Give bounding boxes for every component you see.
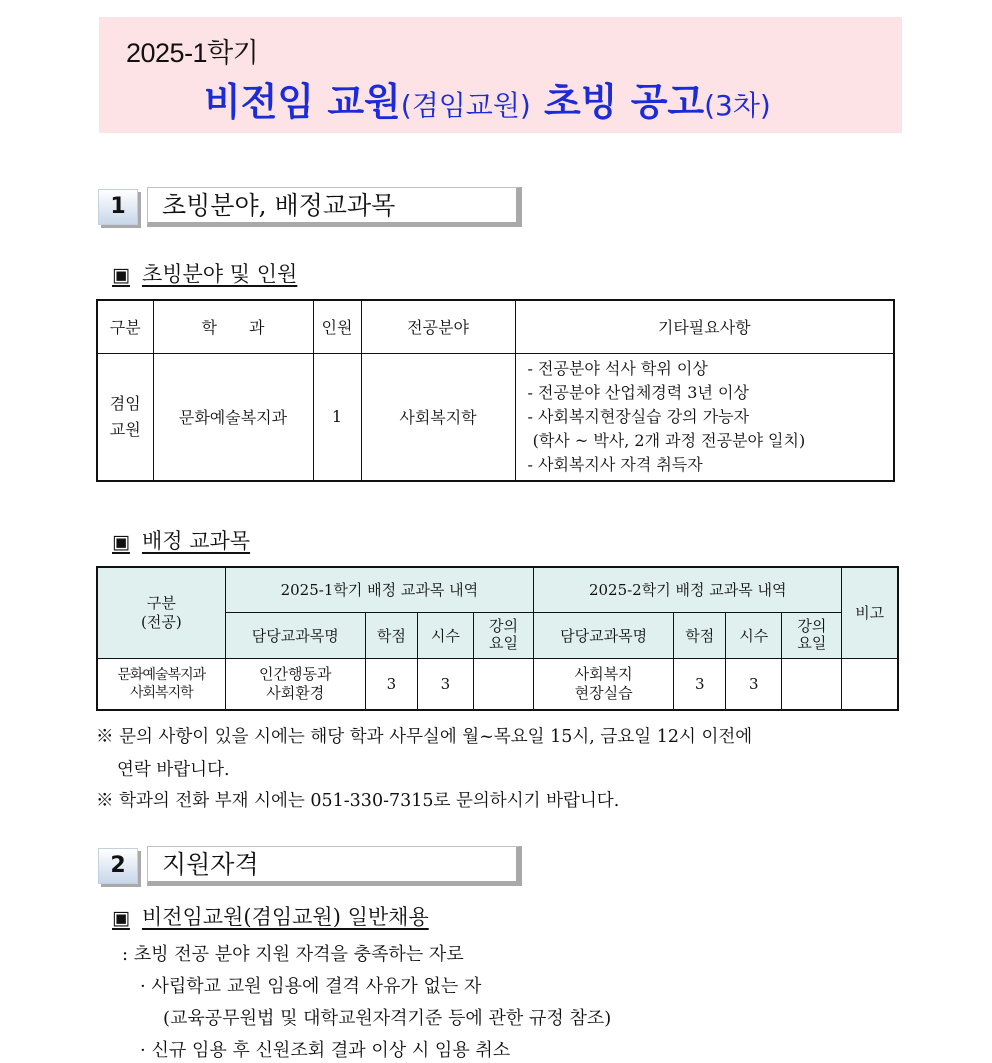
section-1-number: 1 [98, 189, 138, 225]
table-header: 비고 [842, 567, 898, 658]
table-header: 학 과 [153, 300, 313, 353]
cell-requirements [515, 353, 894, 481]
cell-remark [842, 658, 898, 710]
square-bullet-icon: ▣ [112, 264, 130, 286]
table-header: 인원 [313, 300, 361, 353]
table-header: 시수 [726, 612, 782, 658]
requirement-line: (학사 ~ 박사, 2개 과정 전공분야 일치) [527, 430, 806, 450]
qualification-line: · 신규 임용 후 신원조회 결과 이상 시 임용 취소 [140, 1040, 511, 1061]
subheading-label: 초빙분야 및 인원 [141, 262, 298, 286]
table-header: 구분 (전공) [97, 567, 225, 658]
requirement-line: - 전공분야 산업체경력 3년 이상 [527, 382, 749, 402]
cell-count: 1 [313, 353, 361, 481]
cell-credit: 3 [365, 658, 417, 710]
table-header: 2025-2학기 배정 교과목 내역 [534, 567, 842, 612]
title-semester: 2025-1학기 [126, 38, 259, 68]
table-header: 2025-1학기 배정 교과목 내역 [225, 567, 533, 612]
cell-day [782, 658, 842, 710]
subheading-general-hiring [112, 901, 429, 931]
section-2-title: 지원자격 [147, 846, 522, 886]
table-header: 강의 요일 [782, 612, 842, 658]
cell-day [473, 658, 533, 710]
table-header: 강의 요일 [473, 612, 533, 658]
page-title [204, 71, 771, 126]
requirement-line: - 전공분야 석사 학위 이상 [527, 358, 708, 378]
recruitment-table [96, 299, 895, 482]
table-row [97, 658, 898, 710]
cell-course: 사회복지 현장실습 [534, 658, 674, 710]
title-main-d: (3차) [704, 89, 771, 122]
subheading-label: 비전임교원(겸임교원) 일반채용 [141, 905, 429, 929]
title-main-c: 초빙 공고 [530, 80, 705, 124]
table-header: 학점 [365, 612, 417, 658]
section-1-title: 초빙분야, 배정교과목 [147, 187, 522, 227]
table-header: 기타필요사항 [515, 300, 894, 353]
subheading-recruitment [112, 258, 297, 288]
cell-category: 문화예술복지과 사회복지학 [97, 658, 225, 710]
section-2-number: 2 [98, 848, 138, 884]
courses-table [96, 566, 899, 711]
note-line: 연락 바랍니다. [117, 760, 230, 780]
square-bullet-icon: ▣ [112, 531, 130, 553]
table-header: 시수 [417, 612, 473, 658]
cell-category: 겸임 교원 [97, 353, 153, 481]
cell-department: 문화예술복지과 [153, 353, 313, 481]
cell-hours: 3 [726, 658, 782, 710]
cell-major: 사회복지학 [361, 353, 515, 481]
cell-course: 인간행동과 사회환경 [225, 658, 365, 710]
qualification-line: : 초빙 전공 분야 지원 자격을 충족하는 자로 [122, 944, 464, 965]
requirement-line: - 사회복지사 자격 취득자 [527, 454, 703, 474]
table-header: 담당교과목명 [225, 612, 365, 658]
table-header: 구분 [97, 300, 153, 353]
square-bullet-icon: ▣ [112, 907, 130, 929]
title-main-b: (겸임교원) [400, 89, 531, 122]
table-header: 학점 [674, 612, 726, 658]
title-main-a: 비전임 교원 [204, 80, 401, 124]
cell-hours: 3 [417, 658, 473, 710]
table-row [97, 353, 894, 481]
note-line: ※ 문의 사항이 있을 시에는 해당 학과 사무실에 월~목요일 15시, 금요일 12시 이전에 [96, 727, 753, 747]
table-header: 전공분야 [361, 300, 515, 353]
note-line: ※ 학과의 전화 부재 시에는 051-330-7315로 문의하시기 바랍니다. [96, 791, 620, 811]
requirement-line: - 사회복지현장실습 강의 가능자 [527, 406, 750, 426]
table-header: 담당교과목명 [534, 612, 674, 658]
qualification-line: (교육공무원법 및 대학교원자격기준 등에 관한 규정 참조) [163, 1008, 612, 1029]
subheading-label: 배정 교과목 [141, 529, 251, 553]
cell-credit: 3 [674, 658, 726, 710]
title-banner [99, 17, 902, 133]
qualification-line: · 사립학교 교원 임용에 결격 사유가 없는 자 [140, 976, 482, 997]
subheading-courses [112, 525, 250, 555]
